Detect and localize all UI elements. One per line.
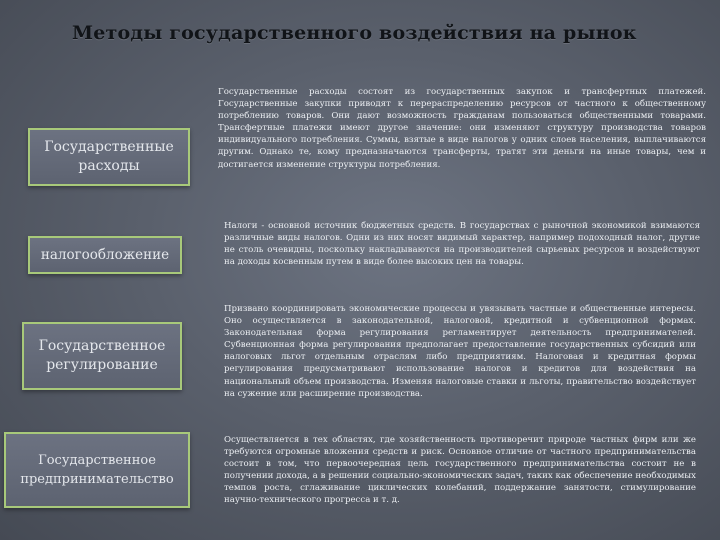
method-box-taxation [28,236,182,274]
method-box-government-entrepreneurship [4,432,190,508]
slide-title: Методы государственного воздействия на рынок [72,22,637,44]
method-box-government-regulation [22,322,182,390]
method-description-taxation: Налоги - основной источник бюджетных средств. В государствах с рыночной экономикой взимаются различные виды налогов. Одни из них носят видимый характер, например подоходный налог, другие не столь очевидны, поскольку накладываются на производителей сырьевых ресурсов и воздействуют на доходы косвенным путем в виде более высоких цен на товары. [224,221,700,268]
method-label: Государственное предпринимательство [20,453,174,487]
method-label: налогообложение [40,246,170,263]
method-label: Государственные расходы [44,139,174,174]
method-description-government-spending: Государственные расходы состоят из государственных закупок и трансфертных платежей. Государственные закупки приводят к перераспределению ресурсов от частного к общественному потреблению товаров. Они дают возможность гражданам пользоваться общественными товарами. Трансфертные платежи имеют другое значение: они изменяют структуру производства товаров индивидуального потребления. Суммы, взятые в виде налогов у одних слоев населения, выплачиваются другим. Однако те, кому предназначаются трансферты, тратят эти деньги на иные товары, чем и достигается изменение структуры потребления. [218,87,706,170]
method-description-government-entrepreneurship: Осуществляется в тех областях, где хозяйственность противоречит природе частных фирм или же требуются огромные вложения средств и риск. Основное отличие от частного предпринимательства состоит в том, что первоочередная цель государственного предпринимательства состоит не в получении дохода, а в решении социально-экономических задач, таких как обеспечение необходимых темпов роста, сглаживание циклических колебаний, поддержание занятости, стимулирование научно-технического прогресса и т. д. [224,435,696,506]
method-description-government-regulation: Призвано координировать экономические процессы и увязывать частные и общественные интересы. Оно осуществляется в законодательной, налоговой, кредитной и субвенционной формах. Законодательная форма регулирования регламентирует деятельность предпринимателей. Субвенционная форма регулирования предполагает предоставление государственных субсидий или налоговых льгот отдельным отраслям либо предприятиям. Налоговая и кредитная формы регулирования предусматривают использование налогов и кредитов для воздействия на национальный объем производства. Изменяя налоговые ставки и льготы, правительство воздействует на сужение или расширение производства. [224,304,696,399]
method-label: Государственное регулирование [38,338,166,373]
method-box-government-spending [28,128,190,186]
